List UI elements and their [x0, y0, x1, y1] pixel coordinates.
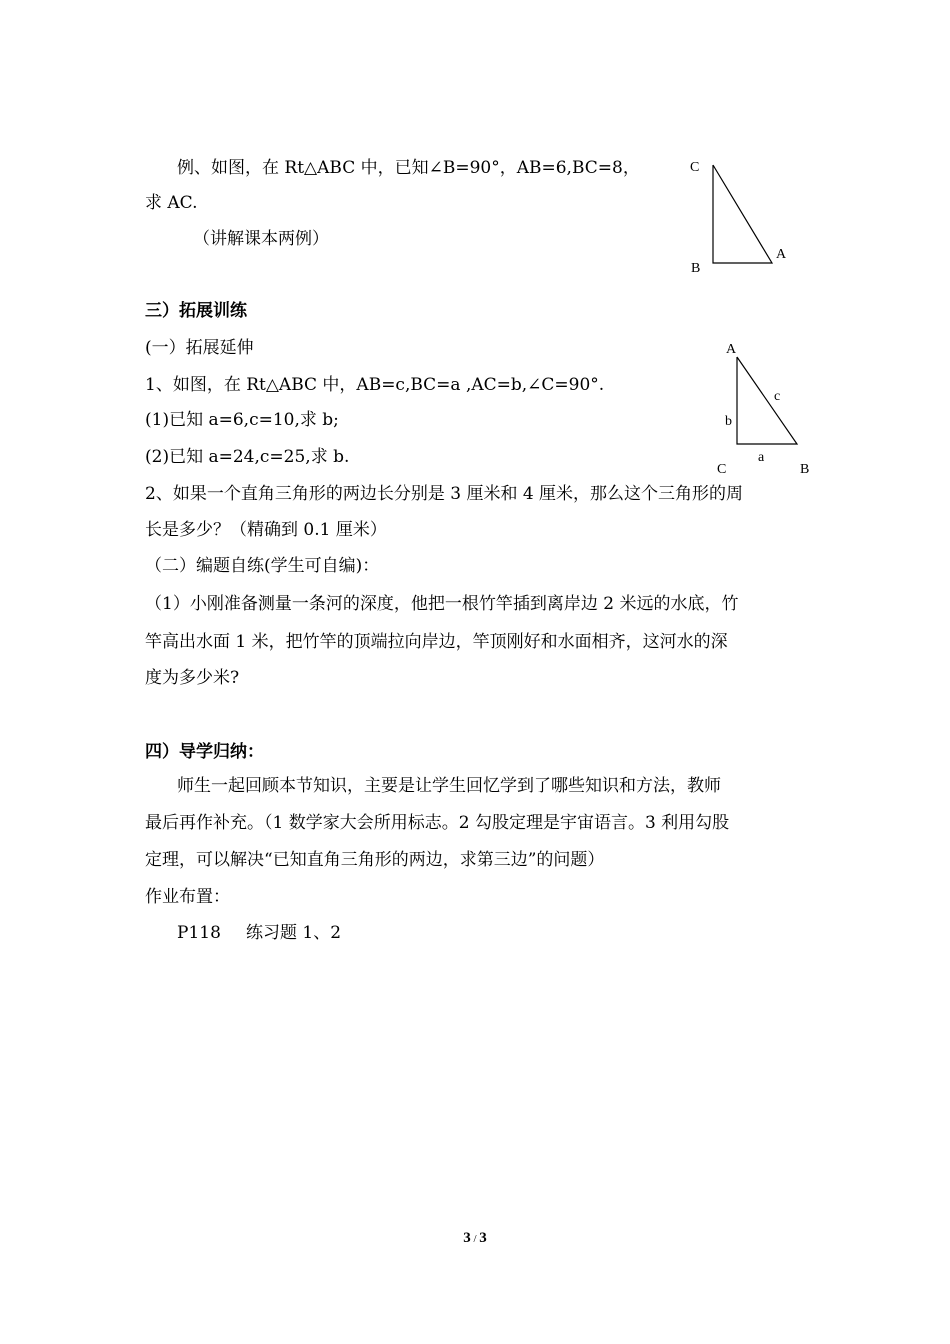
homework-page: P118 [177, 923, 221, 943]
fig2-label-b-side: b [725, 414, 732, 429]
example-note: （讲解课本两例） [193, 229, 329, 249]
question-1-part-1: (1)已知 a=6,c=10,求 b; [145, 410, 339, 430]
question-1: 1、如图，在 Rt△ABC 中，AB=c,BC=a ,AC=b,∠C=90°. [145, 375, 605, 395]
fig1-label-b: B [691, 261, 701, 276]
question-1-part-2: (2)已知 a=24,c=25,求 b. [145, 447, 350, 467]
fig2-label-c: C [717, 462, 727, 477]
example-line-2: 求 AC. [145, 193, 198, 213]
problem-1-line-3: 度为多少米? [145, 668, 240, 688]
page-current: 3 [463, 1230, 471, 1246]
summary-line-2: 最后再作补充。（1 数学家大会所用标志。2 勾股定理是宇宙语言。3 利用勾股 [145, 813, 730, 833]
triangle-abc-2 [737, 357, 797, 444]
section-3-title: 三）拓展训练 [145, 301, 247, 321]
triangle-abc-1 [713, 165, 772, 263]
section-3-sub-1: (一）拓展延伸 [145, 338, 254, 358]
section-4-title: 四）导学归纳： [145, 742, 264, 762]
homework-task: 练习题 1、2 [246, 923, 342, 943]
section-3-sub-2: （二）编题自练(学生可自编)： [145, 556, 380, 576]
page-total: 3 [479, 1230, 487, 1246]
fig1-label-a: A [776, 247, 787, 262]
fig2-label-a: A [726, 342, 737, 357]
question-2-line-2: 长是多少？（精确到 0.1 厘米） [145, 520, 387, 540]
fig2-label-a-side: a [758, 450, 765, 465]
fig1-label-c: C [690, 160, 700, 175]
summary-line-3: 定理，可以解决“已知直角三角形的两边，求第三边”的问题） [145, 850, 605, 870]
question-2-line-1: 2、如果一个直角三角形的两边长分别是 3 厘米和 4 厘米，那么这个三角形的周 [145, 484, 744, 504]
fig2-label-b: B [800, 462, 810, 477]
homework-title: 作业布置： [145, 887, 230, 907]
problem-1-line-2: 竿高出水面 1 米，把竹竿的顶端拉向岸边，竿顶刚好和水面相齐，这河水的深 [145, 632, 728, 652]
problem-1-line-1: （1）小刚准备测量一条河的深度，他把一根竹竿插到离岸边 2 米远的水底，竹 [145, 594, 739, 614]
summary-line-1: 师生一起回顾本节知识，主要是让学生回忆学到了哪些知识和方法，教师 [177, 776, 721, 796]
page-number [0, 1230, 950, 1247]
example-line-1: 例、如图，在 Rt△ABC 中，已知∠B=90°，AB=6,BC=8， [177, 158, 640, 178]
fig2-label-c-side: c [774, 389, 781, 404]
page-separator: / [470, 1233, 480, 1245]
